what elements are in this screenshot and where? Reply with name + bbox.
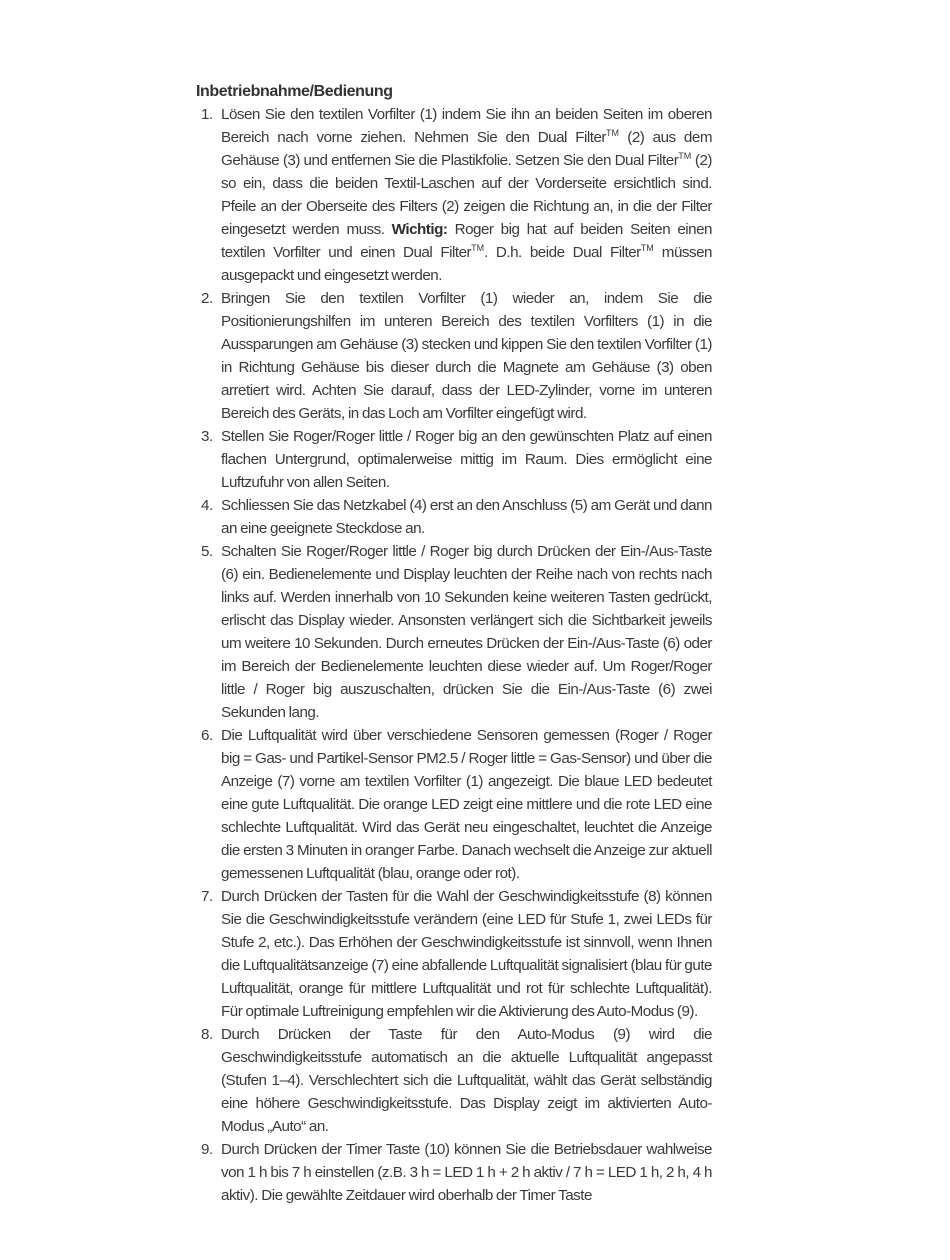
step-number: 9.: [201, 1141, 213, 1158]
step-text: Durch Drücken der Taste für den Auto-Modus (9) wird die Geschwindigkeitsstufe automatisch an die aktuelle Luftqualität angepasst (Stufen 1–4). Verschlechtert sich die Luftqualität, wählt das Gerät selbständig eine höhere Geschwindigkeitsstufe. Das Display zeigt im aktivierten Auto-Modus „Auto“ an.: [221, 1026, 712, 1135]
step-number: 7.: [201, 888, 213, 905]
list-item-6: [196, 724, 712, 885]
trademark-mark: TM: [678, 150, 692, 161]
list-item-5: [196, 540, 712, 724]
step-text: Stellen Sie Roger/Roger little / Roger big an den gewünschten Platz auf einen flachen Untergrund, optimalerweise mittig im Raum. Dies ermöglicht eine Luftzufuhr von allen Seiten.: [221, 428, 712, 491]
step-text: Schalten Sie Roger/Roger little / Roger big durch Drücken der Ein-/Aus-Taste (6) ein. Bedienelemente und Display leuchten der Reihe nach von rechts nach links auf. Werden innerhalb von 10 Sekunden keine weiteren Tasten gedrückt, erlischt das Display wieder. Ansonsten verlängert sich die Sichtbarkeit jeweils um weitere 10 Sekunden. Durch erneutes Drücken der Ein-/Aus-Taste (6) oder im Bereich der Bedienelemente leuchten diese wieder auf. Um Roger/Roger little / Roger big auszuschalten, drücken Sie die Ein-/Aus-Taste (6) zwei Sekunden lang.: [221, 543, 712, 721]
step-text: Die Luftqualität wird über verschiedene Sensoren gemessen (Roger / Roger big = Gas- und Partikel-Sensor PM2.5 / Roger little = Gas-Sensor) und über die Anzeige (7) vorne am textilen Vorfilter (1) angezeigt. Die blaue LED bedeutet eine gute Luftqualität. Die orange LED zeigt eine mittlere und die rote LED eine schlechte Luftqualität. Wird das Gerät neu eingeschaltet, leuchtet die Anzeige die ersten 3 Minuten in oranger Farbe. Danach wechselt die Anzeige zur aktuell gemessenen Luftqualität (blau, orange oder rot).: [221, 727, 712, 882]
step-number: 4.: [201, 497, 213, 514]
trademark-mark: TM: [640, 242, 654, 253]
manual-page: [196, 80, 712, 1207]
instruction-list: [196, 103, 712, 1207]
step-text: (2) aus dem Gehäuse (3) und entfernen Sie die Plastikfolie. Setzen Sie den Dual Filter: [221, 129, 712, 169]
list-item-2: [196, 287, 712, 425]
step-text: Roger big hat auf beiden Seiten einen textilen Vorfilter und einen Dual Filter: [221, 221, 712, 261]
step-number: 3.: [201, 428, 213, 445]
list-item-8: [196, 1023, 712, 1138]
step-text: Bringen Sie den textilen Vorfilter (1) wieder an, indem Sie die Positionierungshilfen im unteren Bereich des textilen Vorfilters (1) in die Aussparungen am Gehäuse (3) stecken und kippen Sie den textilen Vorfilter (1) in Richtung Gehäuse bis dieser durch die Magnete am Gehäuse (3) oben arretiert wird. Achten Sie darauf, dass der LED-Zylinder, vorne im unteren Bereich des Geräts, in das Loch am Vorfilter eingefügt wird.: [221, 290, 712, 422]
trademark-mark: TM: [471, 242, 485, 253]
list-item-4: [196, 494, 712, 540]
step-text: (2) so ein, dass die beiden Textil-Laschen auf der Vorderseite ersichtlich sind. Pfeile an der Oberseite des Filters (2) zeigen die Richtung an, in die der Filter eingesetzt werden muss.: [221, 152, 712, 238]
step-text: Schliessen Sie das Netzkabel (4) erst an den Anschluss (5) am Gerät und dann an eine geeignete Steckdose an.: [221, 497, 712, 537]
step-text: . D.h. beide Dual Filter: [484, 244, 641, 261]
step-number: 1.: [201, 106, 213, 123]
step-number: 2.: [201, 290, 213, 307]
step-text: Lösen Sie den textilen Vorfilter (1) indem Sie ihn an beiden Seiten im oberen Bereich nach vorne ziehen. Nehmen Sie den Dual Filter: [221, 106, 712, 146]
step-text: müssen ausgepackt und eingesetzt werden.: [221, 244, 712, 284]
list-item-3: [196, 425, 712, 494]
trademark-mark: TM: [605, 127, 619, 138]
list-item-9: [196, 1138, 712, 1207]
step-text: Durch Drücken der Tasten für die Wahl der Geschwindigkeitsstufe (8) können Sie die Geschwindigkeitsstufe verändern (eine LED für Stufe 1, zwei LEDs für Stufe 2, etc.). Das Erhöhen der Geschwindigkeitsstufe ist sinnvoll, wenn Ihnen die Luftqualitätsanzeige (7) eine abfallende Luftqualität signalisiert (blau für gute Luftqualität, orange für mittlere Luftqualität und rot für schlechte Luftqualität). Für optimale Luftreinigung empfehlen wir die Aktivierung des Auto-Modus (9).: [221, 888, 712, 1020]
important-label: Wichtig:: [391, 221, 448, 238]
step-number: 6.: [201, 727, 213, 744]
step-number: 8.: [201, 1026, 213, 1043]
section-heading: Inbetriebnahme/Bedienung: [196, 83, 393, 100]
list-item-1: [196, 103, 712, 287]
list-item-7: [196, 885, 712, 1023]
step-text: Durch Drücken der Timer Taste (10) können Sie die Betriebsdauer wahlweise von 1 h bis 7 h einstellen (z.B. 3 h = LED 1 h + 2 h aktiv / 7 h = LED 1 h, 2 h, 4 h aktiv). Die gewählte Zeitdauer wird oberhalb der Timer Taste: [221, 1141, 712, 1204]
step-number: 5.: [201, 543, 213, 560]
